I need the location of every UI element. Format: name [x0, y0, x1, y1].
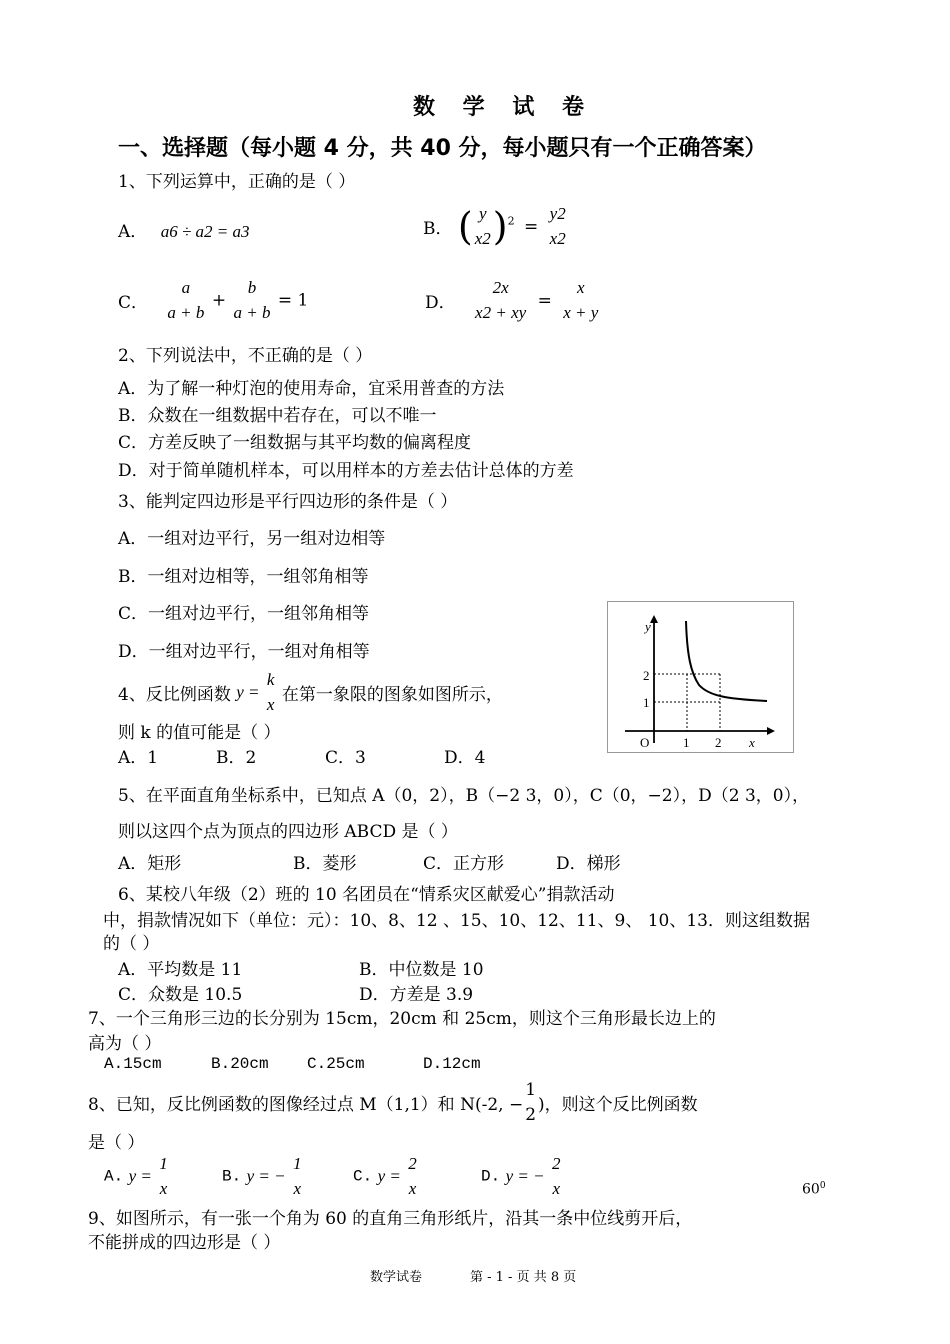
q8-option-d: D. y = − 2 x [481, 1154, 561, 1198]
q8-stem-line2: 是（ ） [88, 1133, 145, 1153]
q5-option-a: A．矩形 [118, 854, 182, 874]
q3-stem: 3、能判定四边形是平行四边形的条件是（ ） [118, 492, 458, 512]
footer-page-number: 第 - 1 - 页 共 8 页 [470, 1270, 577, 1285]
q5-stem: 5、在平面直角坐标系中，已知点 A（0，2），B（−2 3，0），C（0，−2），D（2 3，0）， [118, 786, 810, 806]
q1-a-label: A． [118, 222, 148, 242]
q6-stem-line3: 的（ ） [103, 934, 160, 954]
q8-option-c: C. y = 2 x [353, 1154, 417, 1198]
x-tick-1: 1 [683, 735, 690, 750]
q3-option-d: D．一组对边平行，一组对角相等 [118, 642, 370, 662]
q1-b-label: B． [423, 219, 453, 240]
q6-option-d: D．方差是 3.9 [359, 985, 474, 1005]
q1-b-rhs: y2 x2 [549, 204, 566, 248]
footer-left: 数学试卷 [370, 1270, 423, 1285]
x-tick-2: 2 [715, 735, 722, 750]
y-axis-label: y [645, 619, 651, 634]
page-title: 数 学 试 卷 [413, 94, 594, 120]
q5-stem-line2: 则以这四个点为顶点的四边形 ABCD 是（ ） [118, 822, 458, 842]
q7-option-d: D.12cm [423, 1055, 481, 1073]
q4-option-c: C．3 [325, 748, 366, 768]
section-heading: 一、选择题（每小题 4 分，共 40 分，每小题只有一个正确答案） [118, 136, 767, 161]
q1-a-expr: a6 ÷ a2 = a3 [160, 222, 250, 241]
q6-stem: 6、某校八年级（2）班的 10 名团员在“情系灾区献爱心”捐款活动 [118, 885, 615, 905]
q6-option-b: B．中位数是 10 [359, 960, 484, 980]
q8-option-b: B. y = − 1 x [222, 1154, 302, 1198]
q3-option-a: A．一组对边平行，另一组对边相等 [118, 529, 386, 549]
origin-label: O [640, 735, 650, 750]
q1-option-b: B． ( y x2 )$^2$ = y2 x2 [423, 202, 568, 251]
q2-option-c: C．方差反映了一组数据与其平均数的偏离程度 [118, 433, 472, 453]
q8-option-a: A. y = 1 x [104, 1154, 168, 1198]
q7-option-b: B.20cm [211, 1055, 269, 1073]
angle-note: $60^0$ [802, 1181, 826, 1198]
q4-function-fraction: k x [266, 670, 275, 714]
q2-stem: 2、下列说法中，不正确的是（ ） [118, 346, 373, 366]
q4-graph [607, 601, 794, 753]
q1-stem: 1、下列运算中，正确的是（ ） [118, 172, 356, 192]
q3-option-c: C．一组对边平行，一组邻角相等 [118, 604, 370, 624]
q2-option-b: B．众数在一组数据中若存在，可以不唯一 [118, 406, 437, 426]
q1-option-c: C． a a + b + b a + b = 1 [118, 278, 309, 322]
q7-option-a: A.15cm [104, 1055, 162, 1073]
q5-option-c: C．正方形 [423, 854, 505, 874]
q1-b-lhs: y x2 [474, 204, 491, 248]
q8-fraction: 1 2 [525, 1080, 537, 1125]
q2-option-d: D．对于简单随机样本，可以用样本的方差去估计总体的方差 [118, 461, 574, 481]
q7-option-c: C.25cm [307, 1055, 365, 1073]
q4-stem-line2: 则 k 的值可能是（ ） [118, 723, 281, 743]
q4-option-d: D．4 [444, 748, 486, 768]
q4-option-b: B．2 [216, 748, 257, 768]
y-tick-2: 2 [643, 668, 650, 683]
q2-option-a: A．为了解一种灯泡的使用寿命，宜采用普查的方法 [118, 379, 505, 399]
q1-c-label: C． [118, 293, 149, 314]
q9-stem: 9、如图所示，有一张一个角为 60 的直角三角形纸片，沿其一条中位线剪开后， [88, 1209, 693, 1229]
q5-option-d: D．梯形 [556, 854, 621, 874]
q9-stem-line2: 不能拼成的四边形是（ ） [88, 1233, 281, 1253]
q7-stem-line2: 高为（ ） [88, 1034, 162, 1054]
q3-option-b: B．一组对边相等，一组邻角相等 [118, 567, 369, 587]
q1-option-a [118, 217, 250, 242]
q1-option-d: D． 2x x2 + xy = x x + y [425, 278, 599, 322]
y-tick-1: 1 [643, 695, 650, 710]
q6-option-a: A．平均数是 11 [118, 960, 243, 980]
q4-stem: 4、反比例函数 y = k x 在第一象限的图象如图所示， [118, 668, 503, 717]
q5-option-b: B．菱形 [293, 854, 357, 874]
q6-option-c: C．众数是 10.5 [118, 985, 243, 1005]
x-axis-label: x [749, 735, 755, 750]
q7-stem: 7、一个三角形三边的长分别为 15cm，20cm 和 25cm，则这个三角形最长边上的 [88, 1009, 716, 1029]
q4-option-a: A．1 [118, 748, 159, 768]
q6-stem-line2: 中，捐款情况如下（单位：元）：10、8、12 、15、10、12、11、9、 10、13．则这组数据 [103, 911, 810, 931]
q8-stem: 8、已知，反比例函数的图像经过点 M（1,1）和 N(-2, − 1 2 )，则这个反比例函数 [88, 1078, 698, 1127]
q1-d-label: D． [425, 293, 456, 314]
